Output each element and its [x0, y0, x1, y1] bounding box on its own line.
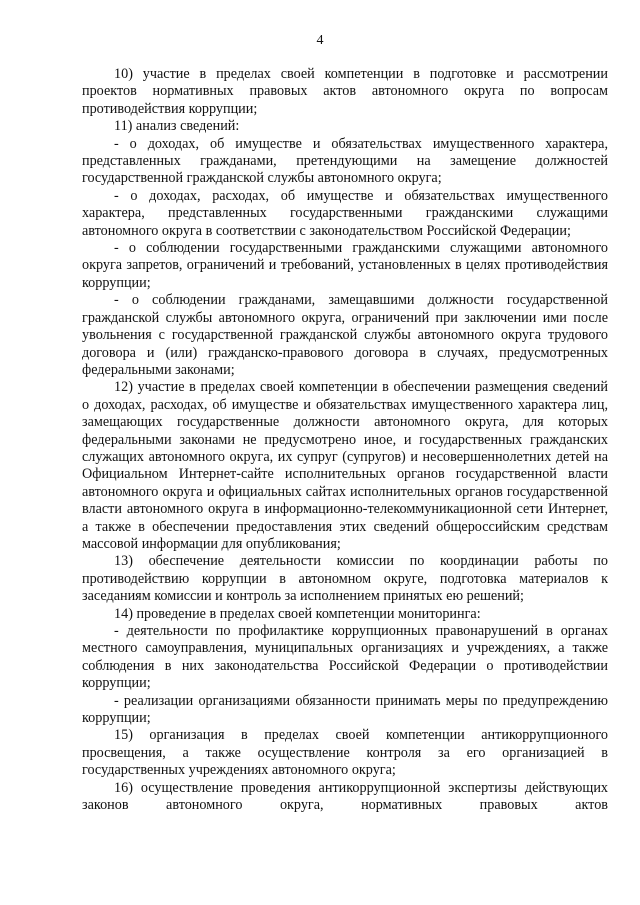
paragraph-item-12: 12) участие в пределах своей компетенции в обеспечении размещения сведений о доходах, расходах, об имуществе и обязательствах имущественного характера лиц, замещающих государственные должности автономного округа, для которых федеральными законами не предусмотрено иное, и государственных гражданских служащих автономного округа, их супруг (супругов) и несовершеннолетних детей на Официальном Интернет-сайте исполнительных органов государственной власти автономного округа и официальных сайтах исполнительных органов государственной власти автономного округа в информационно-телекоммуникационной сети Интернет, а также в обеспечении предоставления этих сведений общероссийским средствам массовой информации для опубликования;: [82, 379, 608, 552]
paragraph-item-13: 13) обеспечение деятельности комиссии по координации работы по противодействию коррупции в автономном округе, подготовка материалов к заседаниям комиссии и контроль за исполнением принятых ею решений;: [82, 553, 608, 605]
paragraph-subitem-prohibitions: - о соблюдении государственными гражданскими служащими автономного округа запретов, ограничений и требований, установленных в целях противодействия коррупции;: [82, 240, 608, 291]
paragraph-item-11: 11) анализ сведений:: [114, 118, 240, 135]
paragraph-item-16: 16) осуществление проведения антикоррупционной экспертизы действующих законов автономного округа, нормативных правовых актов: [82, 779, 608, 814]
paragraph-item-14: 14) проведение в пределах своей компетенции мониторинга:: [114, 605, 481, 622]
page-number: 4: [316, 33, 324, 48]
document-body: [82, 66, 608, 814]
paragraph-subitem-income-candidates: - о доходах, об имуществе и обязательствах имущественного характера, представленных гражданами, претендующими на замещение должностей государственной гражданской службы автономного округа;: [82, 135, 608, 187]
paragraph-item-15: 15) организация в пределах своей компетенции антикоррупционного просвещения, а также осуществление контроля за его организацией в государственных учреждениях автономного округа;: [82, 727, 608, 779]
paragraph-item-10: 10) участие в пределах своей компетенции в подготовке и рассмотрении проектов нормативных правовых актов автономного округа по вопросам противодействия коррупции;: [82, 66, 608, 117]
paragraph-subitem-income-servants: - о доходах, расходах, об имуществе и обязательствах имущественного характера, представленных государственными гражданскими служащими автономного округа в соответствии с законодательством Российской Федерации;: [82, 187, 608, 239]
paragraph-subitem-organizations-duty: - реализации организациями обязанности принимать меры по предупреждению коррупции;: [82, 692, 608, 727]
paragraph-subitem-prevention-activity: - деятельности по профилактике коррупционных правонарушений в органах местного самоуправления, муниципальных организациях и учреждениях, а также соблюдения в них законодательства Российской Федерации о противодействии коррупции;: [82, 623, 608, 692]
paragraph-subitem-former-servants: - о соблюдении гражданами, замещавшими должности государственной гражданской службы автономного округа, ограничений при заключении ими после увольнения с государственной гражданской службы автономного округа трудового договора и (или) гражданско-правового договора в случаях, предусмотренных федеральными законами;: [82, 292, 608, 378]
